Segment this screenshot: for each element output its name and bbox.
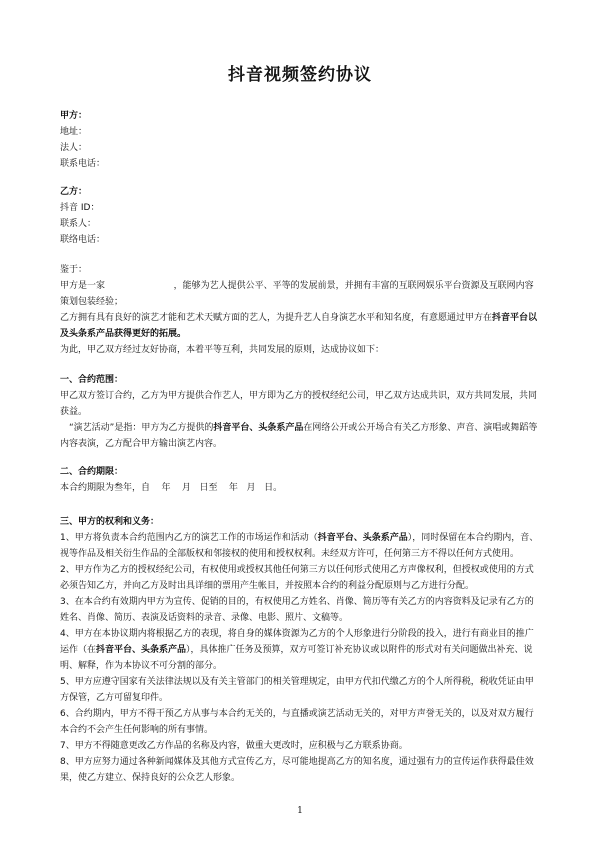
section-3-item-3: 3、在本合约有效期内甲方为宣传、促销的目的，有权使用乙方姓名、肖像、简历等有关乙方的内容资料及记录有乙方的姓名、肖像、简历、表演及话资料的录音、录像、电影、照片、文稿等。 bbox=[60, 597, 534, 623]
section-3-item-4-c: ），具体推广任务及预算，双方可签订补充协议或以附件的形式对有关问题做出补充、说明、解释，作为本协议不可分割的部分。 bbox=[60, 645, 533, 671]
section-2 bbox=[60, 464, 540, 496]
section-2-term: 本合约期限为叁年，自 年 月 日至 年 月 日。 bbox=[60, 483, 283, 493]
preamble bbox=[60, 262, 540, 358]
section-3-item-4 bbox=[60, 626, 540, 674]
party-a-address: 地址： bbox=[60, 127, 88, 137]
party-a-phone: 联系电话： bbox=[60, 159, 106, 169]
section-3-item-2: 2、甲方作为乙方的授权经纪公司，有权使用或授权其他任何第三方以任何形式使用乙方声像权利，但授权或使用的方式必须告知乙方，并向乙方及时出具详细的票用产生帐目，并按照本合约的利益分配原则与乙方进行分配。 bbox=[60, 565, 534, 591]
party-a-block bbox=[60, 108, 540, 172]
section-1-para-2-bold: 抖音平台、头条系产品 bbox=[213, 423, 304, 433]
section-3-item-6: 6、合约期内，甲方不得干预乙方从事与本合约无关的，与直播或演艺活动无关的，对甲方声誉无关的，以及对双方履行本合约不会产生任何影响的所有事情。 bbox=[60, 709, 534, 735]
section-3-item-1-c: ），同时保留在本合约期内，音、视等作品及相关衍生作品的全部版权和邻接权的使用和授权权利。未经双方许可，任何第三方不得以任何方式使用。 bbox=[60, 533, 539, 559]
section-1-para-1: 甲乙双方签订合约，乙方为甲方提供合作艺人，甲方即为乙方的授权经纪公司，甲乙双方达成共识，双方共同发展，共同获益。 bbox=[60, 391, 538, 417]
section-3 bbox=[60, 514, 540, 786]
preamble-para-2 bbox=[60, 310, 540, 342]
preamble-para-3: 为此，甲乙双方经过友好协商，本着平等互利，共同发展的原则，达成协议如下： bbox=[60, 345, 385, 355]
section-3-item-4-bold: 抖音平台、头条系产品 bbox=[96, 645, 187, 655]
party-a-legal-rep: 法人： bbox=[60, 143, 88, 153]
party-b-block bbox=[60, 184, 540, 248]
section-1-heading: 一、合约范围： bbox=[60, 375, 124, 385]
section-3-item-1-a: 1、甲方将负责本合约范围内乙方的演艺工作的市场运作和活动（ bbox=[60, 533, 318, 543]
preamble-para-1: 甲方是一家 ，能够为艺人提供公平、平等的发展前景，并拥有丰富的互联网娱乐平台资源及互联网内容策划包装经验； bbox=[60, 281, 534, 307]
preamble-whereas: 鉴于： bbox=[60, 265, 88, 275]
section-3-item-4-a: 4、甲方在本协议期内将根据乙方的表现，将自身的媒体资源为乙方的个人形象进行分阶段的投入，进行有商业目的推广运作（在 bbox=[60, 629, 534, 655]
party-b-heading: 乙方： bbox=[60, 187, 88, 197]
party-b-phone: 联络电话： bbox=[60, 235, 106, 245]
section-1 bbox=[60, 372, 540, 452]
section-3-item-7: 7、甲方不得随意更改乙方作品的名称及内容，做重大更改时，应积极与乙方联系协商。 bbox=[60, 741, 408, 751]
party-a-heading: 甲方： bbox=[60, 111, 88, 121]
section-1-para-2 bbox=[60, 420, 540, 452]
party-b-douyin-id: 抖音 ID： bbox=[60, 203, 100, 213]
section-3-item-8: 8、甲方应努力通过各种新闻媒体及其他方式宣传乙方，尽可能地提高乙方的知名度，通过强有力的宣传运作获得最佳效果，使乙方建立、保持良好的公众艺人形象。 bbox=[60, 757, 534, 783]
section-2-heading: 二、合约期限： bbox=[60, 467, 124, 477]
section-1-para-2-c: 在网络公开或公开场合有关乙方形象、声音、演唱或舞蹈等内容表演，乙方配合甲方输出演艺内容。 bbox=[60, 423, 538, 449]
section-3-heading: 三、甲方的权利和义务： bbox=[60, 517, 160, 527]
section-3-item-1-bold: 抖音平台、头条系产品 bbox=[317, 533, 408, 543]
preamble-para-2-text: 乙方拥有具有良好的演艺才能和艺术天赋方面的艺人，为提升艺人自身演艺水平和知名度，有意愿通过甲方在 bbox=[60, 313, 493, 323]
page-number: 1 bbox=[297, 806, 303, 816]
preamble-para-2-bold: 抖音平台以及头条系产品获得更好的拓展。 bbox=[60, 313, 538, 339]
page-title: 抖音视频签约协议 bbox=[228, 65, 372, 85]
section-3-item-5: 5、甲方应遵守国家有关法律法规以及有关主管部门的相关管理规定，由甲方代扣代缴乙方的个人所得税，税收凭证由甲方保管，乙方可留复印件。 bbox=[60, 677, 534, 703]
section-1-para-2-a: “演艺活动”是指：甲方为乙方提供的 bbox=[69, 423, 214, 433]
party-b-contact: 联系人： bbox=[60, 219, 97, 229]
section-3-item-1 bbox=[60, 530, 540, 562]
